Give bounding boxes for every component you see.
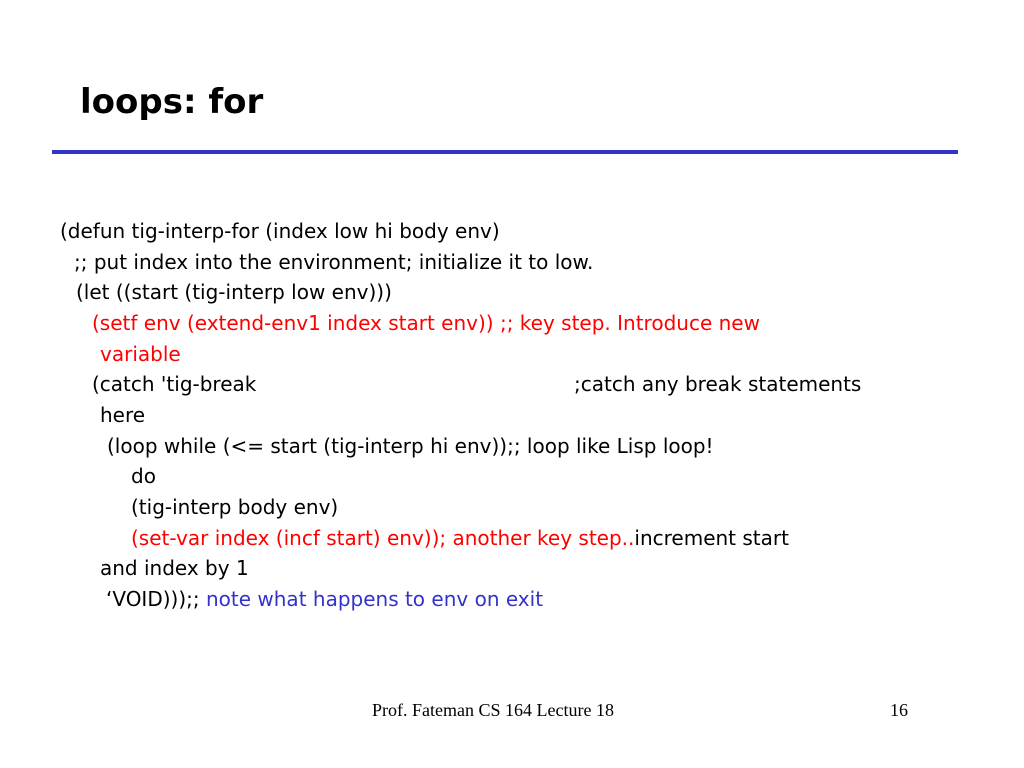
code-text: (catch 'tig-break (92, 372, 257, 396)
slide-title: loops: for (80, 82, 264, 122)
code-text: here (100, 403, 146, 427)
code-text: (tig-interp body env) (131, 495, 339, 519)
code-note: note what happens to env on exit (205, 587, 544, 611)
code-line-8 (107, 431, 714, 461)
code-line-10 (131, 492, 338, 522)
code-line-9 (131, 461, 156, 491)
code-line-6-comment (574, 369, 861, 399)
code-line-2 (74, 247, 593, 277)
page-number: 16 (890, 700, 908, 720)
code-line-3 (76, 277, 392, 307)
title-divider (52, 150, 958, 154)
footer-caption: Prof. Fateman CS 164 Lecture 18 (372, 700, 614, 720)
code-line-11 (131, 523, 789, 553)
code-line-5 (100, 339, 181, 369)
code-text: (let ((start (tig-interp low env))) (76, 280, 392, 304)
code-text: do (131, 464, 156, 488)
code-highlight: (set-var index (incf start) env)); another key step.. (131, 526, 635, 550)
code-line-6 (92, 369, 256, 399)
code-text: increment start (634, 526, 789, 550)
code-comment: ;; put index into the environment; initialize it to low. (74, 250, 594, 274)
code-text: and index by 1 (100, 556, 249, 580)
code-text: (defun tig-interp-for (index low hi body env) (60, 219, 500, 243)
code-comment: ;catch any break statements (574, 372, 862, 396)
code-line-13 (106, 584, 543, 614)
code-text: (loop while (<= start (tig-interp hi env));; loop like Lisp loop! (107, 434, 714, 458)
code-line-7 (100, 400, 145, 430)
code-text: ‘VOID)));; (106, 587, 206, 611)
code-highlight: (setf env (extend-env1 index start env)) ;; key step. Introduce new (92, 311, 760, 335)
code-line-12 (100, 553, 249, 583)
code-line-1 (60, 216, 500, 246)
code-highlight: variable (100, 342, 181, 366)
code-line-4 (92, 308, 760, 338)
